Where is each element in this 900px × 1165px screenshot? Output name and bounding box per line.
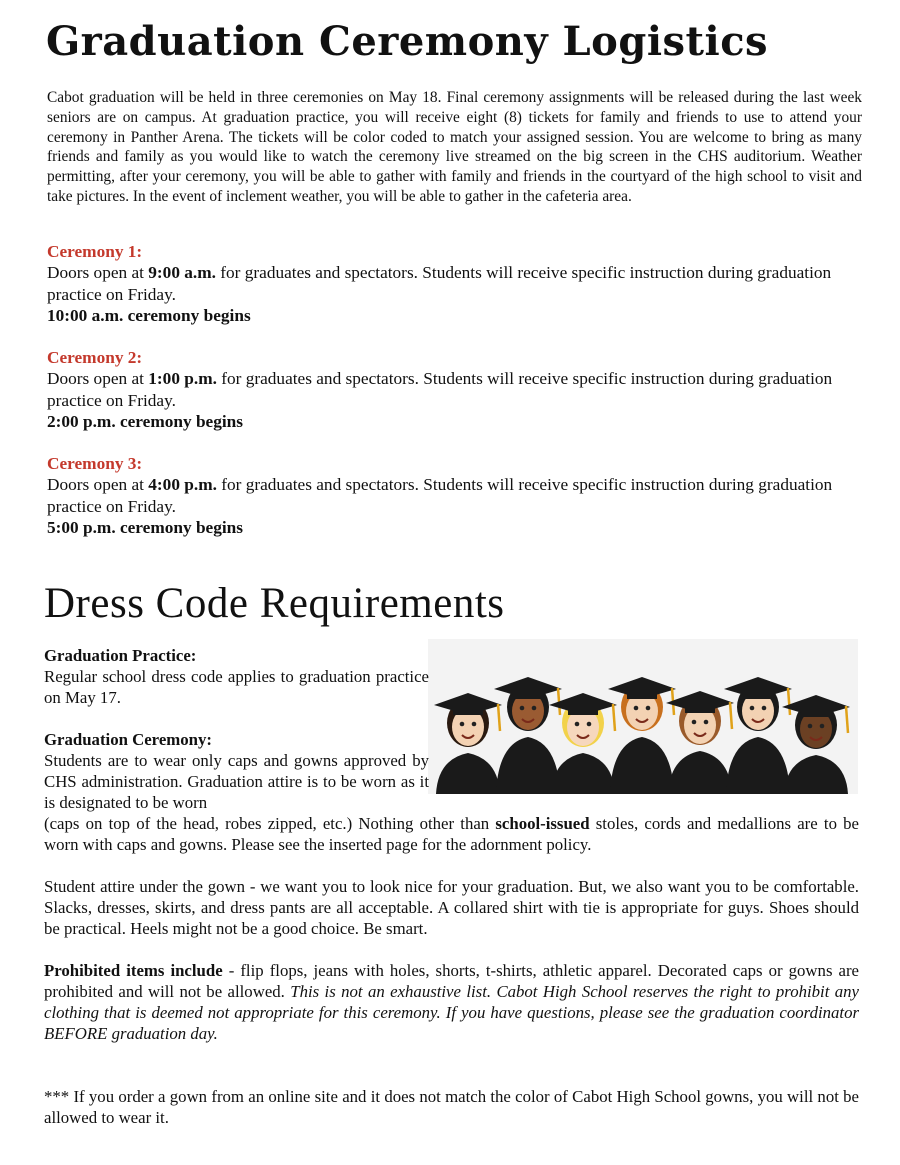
ceremony-2-doors-suffix: for graduates and spectators. Students will receive specific instruction during graduation practice on Friday. [47,369,833,410]
ceremony-3-block [47,453,867,538]
intro-paragraph: Cabot graduation will be held in three ceremonies on May 18. Final ceremony assignments will be released during the last week seniors are on campus. At graduation practice, you will receive eight (8) tickets for family and friends to use to attend your ceremony in Panther Arena. The tickets will be color coded to match your assigned session. You are welcome to bring as many friends and family as you would like to watch the ceremony live streamed on the big screen in the CHS auditorium. Weather permitting, after your ceremony, you will be able to gather with family and friends in the courtyard of the high school to visit and take pictures. In the event of inclement weather, you will be able to gather in the cafeteria area. [47,89,862,205]
dress-code-title: Dress Code Requirements [44,580,505,627]
ceremony-2-begins: 2:00 p.m. ceremony begins [47,411,244,431]
ceremony-text-2 [44,813,859,855]
ceremony-1-title: Ceremony 1: [47,242,143,261]
ceremony-2-title: Ceremony 2: [47,348,143,367]
ceremony-1-begins: 10:00 a.m. ceremony begins [47,305,251,325]
ceremony-1-doors-time: 9:00 a.m. [148,263,216,283]
ceremony-3-begins: 5:00 p.m. ceremony begins [47,517,244,537]
ceremony-1-block [47,241,867,326]
ceremony-text-1: Students are to wear only caps and gowns approved by CHS administration. Graduation attire is to be worn as it is designated to be worn [44,751,429,812]
ceremony-section [44,729,429,813]
page-title: Graduation Ceremony Logistics [46,18,769,65]
ceremony-3-title: Ceremony 3: [47,454,143,473]
prohibited-paragraph [44,960,859,1044]
prohibited-heading: Prohibited items include [44,961,223,980]
gown-note: *** If you order a gown from an online site and it does not match the color of Cabot High School gowns, you will not be allowed to wear it. [44,1087,859,1127]
practice-section [44,645,429,708]
ceremony-3-doors-suffix: for graduates and spectators. Students will receive specific instruction during graduation practice on Friday. [47,475,833,516]
ceremony-text-2a: (caps on top of the head, robes zipped, etc.) Nothing other than [44,814,496,833]
school-issued-emphasis: school-issued [495,814,590,833]
ceremony-1-doors-suffix: for graduates and spectators. Students will receive specific instruction during graduation practice on Friday. [47,263,832,304]
ceremony-2-block [47,347,867,432]
practice-text: Regular school dress code applies to graduation practice on May 17. [44,667,429,707]
dress-code-body [44,645,859,1128]
prohibited-text: - flip flops, jeans with holes, shorts, t-shirts, athletic apparel. Decorated caps or gowns are prohibited and will not be allowed. [44,961,859,1001]
ceremony-1-doors-prefix: Doors open at [47,263,149,283]
ceremony-2-doors-time: 1:00 p.m. [148,369,217,389]
ceremony-2-doors-prefix: Doors open at [47,369,149,389]
practice-heading: Graduation Practice: [44,646,197,665]
ceremony-heading: Graduation Ceremony: [44,730,212,749]
prohibited-italic: This is not an exhaustive list. Cabot High School reserves the right to prohibit any clothing that is deemed not appropriate for this ceremony. If you have questions, please see the graduation coordinator BEFORE graduation day. [44,982,859,1043]
ceremony-text-2c: stoles, cords and medallions are to be worn with caps and gowns. Please see the inserted page for the adornment policy. [44,814,859,854]
attire-paragraph: Student attire under the gown - we want you to look nice for your graduation. But, we also want you to be comfortable. Slacks, dresses, skirts, and dress pants are all acceptable. A collared shirt with tie is appropriate for guys. Shoes should be practical. Heels might not be a good choice. Be smart. [44,877,859,938]
ceremony-3-doors-prefix: Doors open at [47,475,149,495]
ceremony-3-doors-time: 4:00 p.m. [148,475,217,495]
